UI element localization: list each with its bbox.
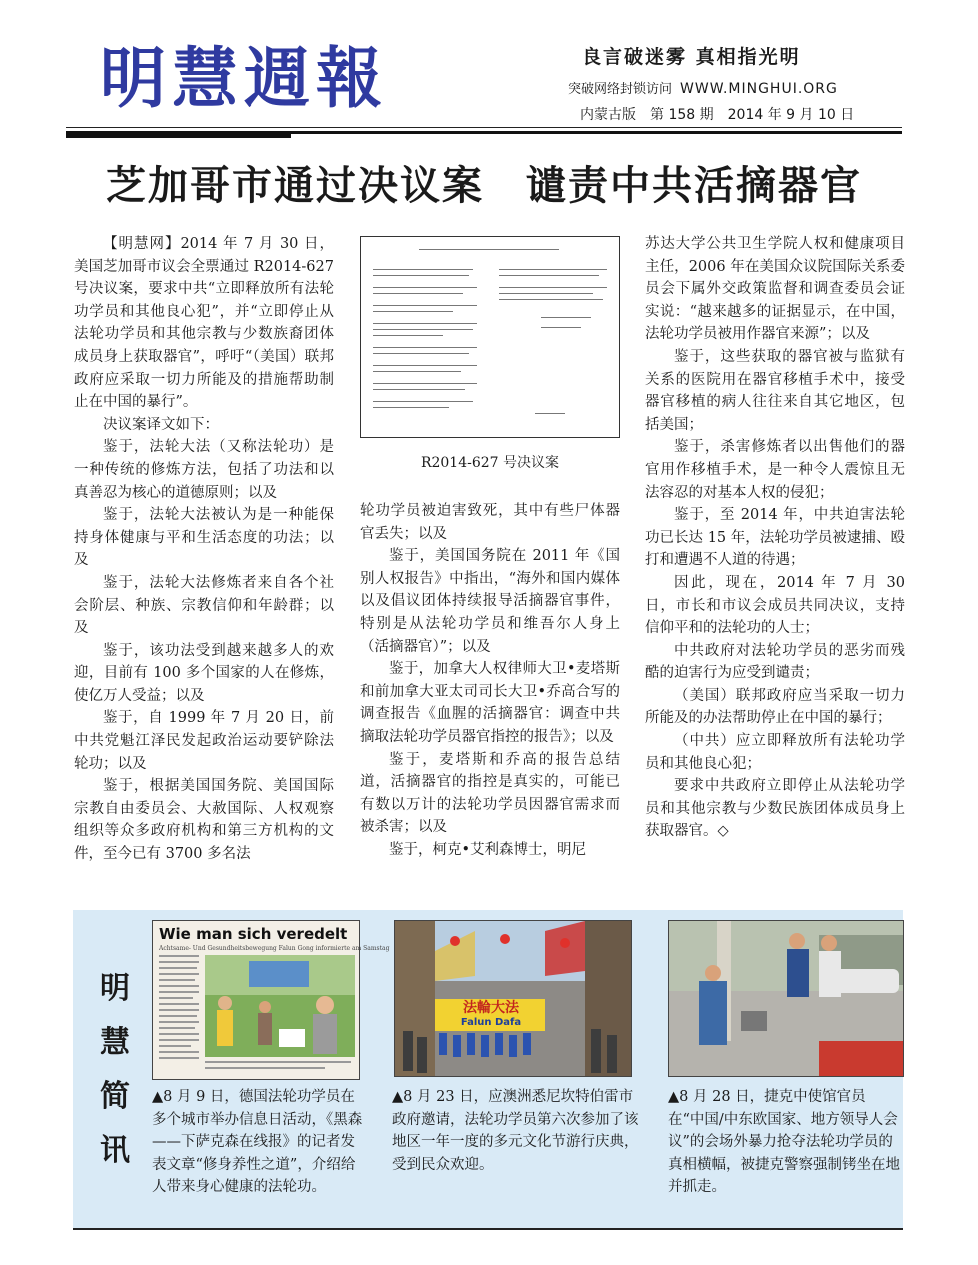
website-url: WWW.MINGHUI.ORG <box>680 81 838 97</box>
paragraph: 鉴于，麦塔斯和乔高的报告总结道，活摘器官的指控是真实的，可能已有数以万计的法轮功学员因器官需求而被杀害；以及 <box>360 751 620 836</box>
news-photo-sydney-parade <box>394 920 632 1077</box>
paragraph: 鉴于，法轮大法修炼者来自各个社会阶层、种族、宗教信仰和年龄群；以及 <box>74 574 334 637</box>
doc-text-line <box>373 365 477 366</box>
label-char: 简 <box>100 1079 130 1114</box>
paragraph: （美国）联邦政府应当采取一切力所能及的办法帮助停止在中国的暴行； <box>645 687 905 727</box>
issue-line <box>580 104 868 124</box>
paragraph: 轮功学员被迫害致死，其中有些尸体器官丢失；以及 <box>360 503 620 542</box>
clipping-illustration <box>153 921 390 1079</box>
paragraph: 鉴于，美国国务院在 2011 年《国别人权报告》中指出，“海外和国内媒体以及倡议团体持续报导活摘器官事件，特别是从法轮功学员和维吾尔人身上（活摘器官）”；以及 <box>360 548 620 655</box>
clipping-headline: Wie man sich veredelt <box>159 925 348 943</box>
doc-text-line <box>373 389 465 390</box>
doc-text-line <box>499 293 593 294</box>
doc-text-line <box>373 305 477 306</box>
doc-text-line <box>373 335 443 336</box>
paragraph: 决议案译文如下： <box>103 416 219 433</box>
paragraph: 鉴于，法轮大法（又称法轮功）是一种传统的修炼方法，包括了功法和以真善忍为核心的道德原则；以及 <box>74 439 334 501</box>
doc-text-line <box>373 353 469 354</box>
doc-text-line <box>373 269 473 270</box>
czech-illustration <box>669 921 903 1076</box>
doc-text-line <box>373 401 473 402</box>
paragraph: 鉴于，加拿大人权律师大卫•麦塔斯和前加拿大亚太司司长大卫•乔高合写的调查报告《血腥的活摘器官：调查中共摘取法轮功学员器官指控的报告》；以及 <box>360 661 620 745</box>
news-caption-1: ▲8 月 9 日，德国法轮功学员在多个城市举办信息日活动，《黑森——下萨克森在线报》的记者发表文章“修身养性之道”，介绍给人带来身心健康的法轮功。 <box>152 1089 363 1196</box>
masthead-rule-thin <box>66 127 902 128</box>
label-char: 明 <box>100 971 130 1006</box>
clipping-subtitle: Achtsame- Und Gesundheitsbewegung Falun Gong informierte am Samstag <box>159 945 390 952</box>
issue-date: 2014 年 9 月 10 日 <box>727 107 855 123</box>
paragraph: 鉴于，自 1999 年 7 月 20 日，前中共党魁江泽民发起政治运动要铲除法轮功；以及 <box>74 710 334 772</box>
document-caption: R2014-627 号决议案 <box>420 455 560 471</box>
paragraph: （中共）应立即释放所有法轮功学员和其他良心犯； <box>645 733 905 772</box>
doc-text-line <box>373 323 477 324</box>
paragraph: 要求中共政府立即停止从法轮功学员和其他宗教与少数民族团体成员身上获取器官。◇ <box>645 778 905 840</box>
edition: 内蒙古版 <box>580 107 636 123</box>
masthead-subline <box>568 78 838 97</box>
label-char: 慧 <box>100 1025 130 1060</box>
paragraph: 鉴于，杀害修炼者以出售他们的器官用作移植手术，是一种令人震惊且无法容忍的对基本人权的侵犯； <box>645 439 905 501</box>
article-column-3 <box>645 233 905 843</box>
news-caption-3: ▲8 月 28 日，捷克中使馆官员在“中国/中东欧国家、地方领导人会议”的会场外暴力抢夺法轮功学员的真相横幅，被捷克警察强制铐坐在地并抓走。 <box>668 1089 900 1196</box>
issue-number: 第 158 期 <box>650 107 714 123</box>
masthead-title: 明慧週報 <box>100 40 388 117</box>
doc-text-line <box>373 347 477 348</box>
doc-text-line <box>373 311 453 312</box>
doc-text-line <box>373 371 461 372</box>
doc-text-line <box>373 329 473 330</box>
headline: 芝加哥市通过决议案 谴责中共活摘器官 <box>106 163 862 209</box>
paragraph: 鉴于，根据美国国务院、美国国际宗教自由委员会、大赦国际、人权观察组织等众多政府机构和第三方机构的文件，至今已有 3700 多名法 <box>74 778 334 863</box>
parade-banner-chinese: 法輪大法 <box>463 1000 519 1016</box>
doc-text-line <box>373 407 449 408</box>
paragraph: 鉴于，至 2014 年，中共迫害法轮功已长达 15 年，法轮功学员被逮捕、殴打和遭遇不人道的待遇； <box>645 507 905 569</box>
paragraph: 中共政府对法轮功学员的恶劣而残酷的迫害行为应受到谴责； <box>645 642 905 682</box>
doc-text-line <box>373 287 477 288</box>
masthead-slogan: 良言破迷雾 真相指光明 <box>582 46 801 68</box>
doc-text-line <box>499 269 607 270</box>
news-caption-2: ▲8 月 23 日，应澳洲悉尼坎特伯雷市政府邀请，法轮功学员第六次参加了该地区一年一度的多元文化节游行庆典，受到民众欢迎。 <box>392 1089 639 1173</box>
parade-banner-english: Falun Dafa <box>460 1017 522 1028</box>
resolution-document-image <box>360 236 620 438</box>
paragraph: 鉴于，法轮大法被认为是一种能保持身体健康与平和生活态度的功法；以及 <box>74 507 334 569</box>
doc-text-line <box>373 383 477 384</box>
tagline: 突破网络封锁访问 <box>568 82 673 97</box>
paragraph: 鉴于，这些获取的器官被与监狱有关系的医院用在器官移植手术中，接受器官移植的病人往往来自其它地区，包括美国； <box>645 348 905 433</box>
paragraph: 鉴于，该功法受到越来越多人的欢迎，目前有 100 多个国家的人在修炼，使亿万人受益；以及 <box>74 642 334 704</box>
parade-illustration <box>395 921 631 1076</box>
doc-text-line <box>499 287 607 288</box>
news-photo-czech <box>668 920 904 1077</box>
news-brief-label <box>95 962 135 1178</box>
doc-signature-line <box>541 317 591 318</box>
doc-text-line <box>373 293 463 294</box>
label-char: 讯 <box>100 1133 130 1168</box>
paragraph: 鉴于，柯克•艾利森博士，明尼 <box>389 841 587 858</box>
doc-text-line <box>499 299 603 300</box>
news-photo-germany <box>152 920 390 1080</box>
doc-text-line <box>419 249 559 250</box>
paragraph: 苏达大学公共卫生学院人权和健康项目主任，2006 年在美国众议院国际关系委员会下属外交政策监督和调查委员会证实说：“越来越多的证据显示，在中国，法轮功学员被用作器官来源”；以及 <box>645 236 905 343</box>
paragraph: 因此，现在，2014 年 7 月 30 日，市长和市议会成员共同决议，支持信仰平和的法轮功的人士； <box>645 574 905 637</box>
doc-text-line <box>499 275 599 276</box>
bottom-rule <box>73 1228 903 1230</box>
doc-text-line <box>535 413 565 414</box>
doc-text-line <box>373 275 469 276</box>
paragraph: 【明慧网】2014 年 7 月 30 日，美国芝加哥市议会全票通过 R2014-627 号决议案，要求中共“立即释放所有法轮功学员和其他良心犯”，并“立即停止从法轮功学员和其他宗教与少数族裔团体成员身上获取器官”，呼吁“（美国）联邦政府应采取一切力所能及的措施帮助制止在中国的暴行”。 <box>74 236 334 411</box>
doc-text-line <box>541 327 581 328</box>
article-column-2 <box>360 500 620 862</box>
article-column-1 <box>74 233 334 866</box>
masthead-rule-accent <box>66 134 291 138</box>
